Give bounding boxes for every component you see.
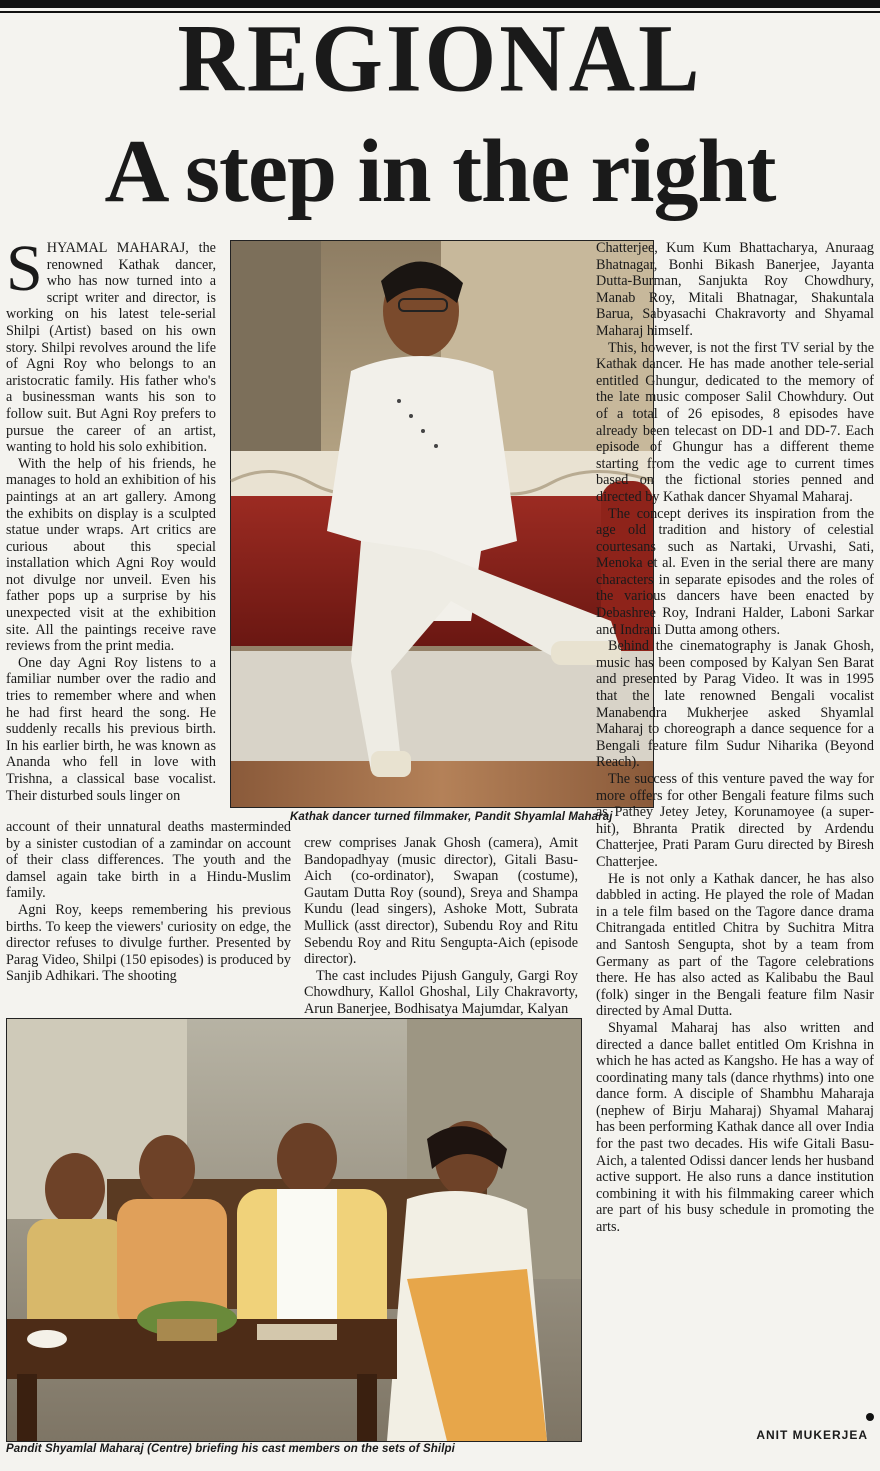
paragraph-4: account of their unnatural deaths masterminded by a sinister custodian of a zamindar on account of their class differences. The youth and the damsel again take birth in a Hindu-Muslim family. xyxy=(6,819,291,902)
paragraph-8: Chatterjee, Kum Kum Bhattacharya, Anuraag Bhatnagar, Bonhi Bikash Banerjee, Jayanta Dutta-Burman, Sanjukta Roy Chowdhury, Manab Roy, Mitali Bhatnagar, Shakuntala Barua, Sabyasachi Chakravorty and Shyamal Maharaj himself. xyxy=(596,240,874,339)
end-bullet xyxy=(866,1413,874,1421)
author-byline: ANIT MUKERJEA xyxy=(756,1428,868,1442)
paragraph-9: This, however, is not the first TV serial by the Kathak dancer. He has made another tele-serial entitled Ghungur, dedicated to the memory of the late music composer Salil Chowhdury. Out of a total of 26 episodes, 8 episodes have already been telecast on DD-1 and DD-7. Each episode of Ghungur has a different theme starting from the vedic age to current times based on the fictional stories penned and directed by Kathak dancer Shyamal Maharaj. xyxy=(596,339,874,505)
paragraph-13: He is not only a Kathak dancer, he has also dabbled in acting. He played the role of Madan in a tele film based on the Tagore dance drama Chitrangada entitled Chitra by Suchitra Mitra and Santosh Sengupta, shot by a team from Germany as part of the Tagore celebrations there. He has also acted as Kalibabu the Baul (folk) singer in the Bengali feature film Nasir directed by Amal Dutta. xyxy=(596,870,874,1020)
paragraph-1: SHYAMAL MAHARAJ, the renowned Kathak dancer, who has now turned into a script writer and director, is working on his latest tele-serial Shilpi (Artist) based on his own story. Shilpi revolves around the life of Agni Roy who belongs to an aristocratic family. His father who's a businessman wants his son to follow suit. But Agni Roy prefers to pursue the career of an artist, wanting to hold his solo exhibition. xyxy=(6,232,216,456)
article-column-1 xyxy=(6,232,216,836)
paragraph-14: Shyamal Maharaj has also written and directed a dance ballet entitled Om Krishna in which he has acted as Kangsho. He has a way of coordinating many tals (dance rhythms) into one dance form. A disciple of Shambhu Maharaja (nephew of Birju Maharaj) Shyamal Maharaj has been performing Kathak dance all over India for the past two decades. His wife Gitali Basu-Aich, a talented Odissi dancer lends her husband active support. He also runs a dance institution combining it with his filmmaking career which are part of his busy schedule in promoting the arts. xyxy=(596,1019,874,1236)
paragraph-3: One day Agni Roy listens to a familiar number over the radio and tries to remember where and when he had first heard the song. He suddenly recalls his previous birth. In his earlier birth, he was known as Ananda who fell in love with Trishna, a classical base vocalist. Their disturbed souls linger on xyxy=(6,654,216,804)
portrait-photo xyxy=(230,240,654,808)
paragraph-5: Agni Roy, keeps remembering his previous births. To keep the viewers' curiosity on edge, the director refuses to divulge further. Presented by Parag Video, Shilpi (150 episodes) is produced by Sanjib Adhikari. The shooting xyxy=(6,901,291,985)
cast-photo-image xyxy=(7,1019,581,1441)
portrait-photo-caption: Kathak dancer turned filmmaker, Pandit Shyamlal Maharaj xyxy=(290,811,613,823)
article-column-3 xyxy=(596,240,874,1426)
cast-photo-caption: Pandit Shyamlal Maharaj (Centre) briefing his cast members on the sets of Shilpi xyxy=(6,1443,455,1455)
paragraph-10: The concept derives its inspiration from the age old tradition and history of celestial courtesans such as Nartaki, Urvashi, Sati, Menoka et al. Even in the serial there are many characters in separate episodes and the roles of the various dancers have been enacted by Debashree Roy, Indrani Halder, Laboni Sarkar and Indrani Dutta among others. xyxy=(596,505,874,638)
paragraph-7: The cast includes Pijush Ganguly, Gargi Roy Chowdhury, Kallol Ghoshal, Lily Chakravorty, Arun Banerjee, Bodhisatya Majumdar, Kalyan xyxy=(304,967,578,1017)
paragraph-6: crew comprises Janak Ghosh (camera), Amit Bandopadhyay (music director), Gitali Basu-Aich (co-ordinator), Swapan (costume), Gautam Dutta Roy (sound), Sreya and Shampa Kundu (lead singers), Ashoke Mott, Subrata Mullick (asst director), Subendu Roy and Ritu Sebendu Roy and Ritu Sengupta-Aich (episode director). xyxy=(304,835,578,968)
paragraph-11: Behind the cinematography is Janak Ghosh, music has been composed by Kalyan Sen Barat and presented by Parag Video. It was in 1995 that the late renowned Bengali vocalist Manabendra Mukherjee asked Shyamlal Maharaj to choreograph a dance sequence for a Bengali feature film Sudur Niharika (Beyond Reach). xyxy=(596,638,874,771)
paragraph-2: With the help of his friends, he manages to hold an exhibition of his paintings at an art gallery. Among the exhibits on display is a sculpted statue under wraps. Art critics are curious about this special installation which Agni Roy would not divulge nor unveil. Even his father pops up a surprise by his unexpected visit at the exhibition site. All the paintings receive rave reviews from the print media. xyxy=(6,455,216,655)
paragraph-12: The success of this venture paved the way for more offers for other Bengali feature films such as Pathey Jetey Jetey, Korunamoyee (a super-hit), Bhranta Pratik directed by Ardendu Chatterjee, Prati Param Guru directed by Biresh Chatterjee. xyxy=(596,771,874,870)
page-headline: A step in the right xyxy=(104,122,776,221)
portrait-photo-image xyxy=(231,241,653,807)
article-column-2 xyxy=(304,835,578,1017)
article-wide-block xyxy=(6,819,291,1009)
drop-cap: S xyxy=(6,232,43,305)
section-title: REGIONAL xyxy=(177,4,703,112)
cast-photo xyxy=(6,1018,582,1442)
